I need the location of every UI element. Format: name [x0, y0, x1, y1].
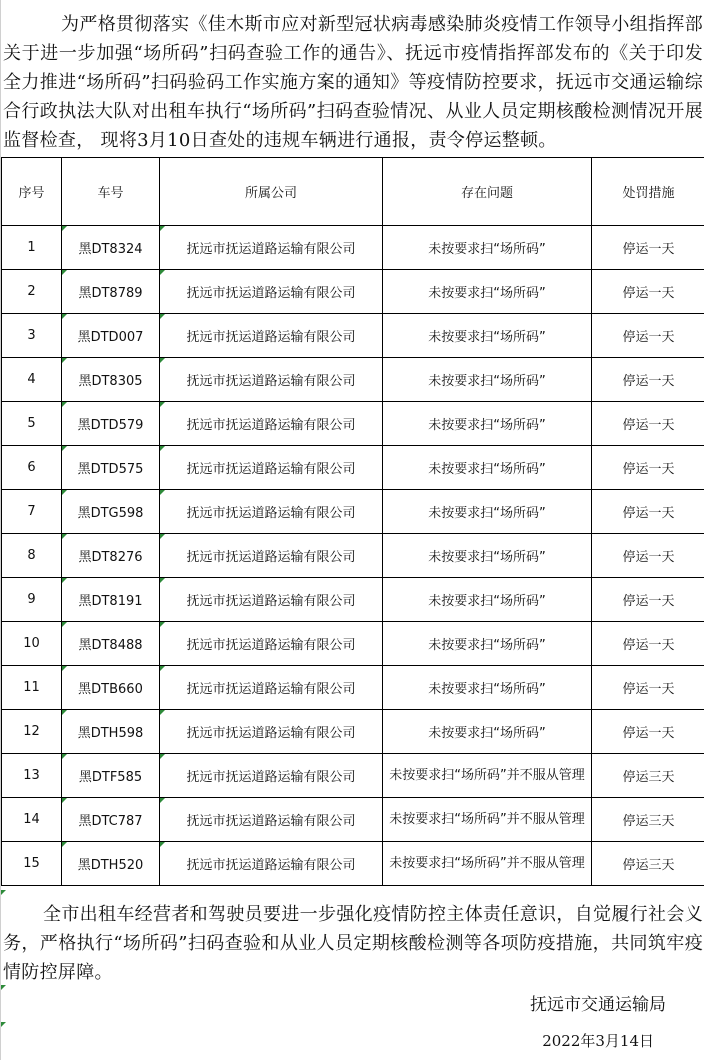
cell-marker [160, 534, 165, 539]
cell-marker [160, 402, 165, 407]
cell-penalty: 停运一天 [592, 358, 704, 402]
cell-no: 14 [2, 798, 62, 842]
cell-no: 2 [2, 270, 62, 314]
header-issue: 存在问题 [383, 158, 592, 226]
cell-plate: 黑DT8324 [62, 226, 160, 270]
table-row [2, 798, 704, 842]
cell-no: 7 [2, 490, 62, 534]
cell-company: 抚远市抚运道路运输有限公司 [160, 270, 383, 314]
header-no: 序号 [2, 158, 62, 226]
cell-plate: 黑DTH598 [62, 710, 160, 754]
table-header-row [2, 158, 704, 226]
cell-company: 抚远市抚运道路运输有限公司 [160, 666, 383, 710]
cell-company: 抚远市抚运道路运输有限公司 [160, 534, 383, 578]
cell-penalty: 停运一天 [592, 490, 704, 534]
table-row [2, 358, 704, 402]
table-row [2, 490, 704, 534]
table-row [2, 314, 704, 358]
cell-penalty: 停运一天 [592, 314, 704, 358]
cell-marker [62, 578, 67, 583]
table-row [2, 270, 704, 314]
cell-issue: 未按要求扫“场所码” [383, 534, 592, 578]
cell-no: 11 [2, 666, 62, 710]
cell-penalty: 停运三天 [592, 754, 704, 798]
table-row [2, 402, 704, 446]
cell-no: 15 [2, 842, 62, 886]
cell-marker [62, 666, 67, 671]
cell-marker [160, 710, 165, 715]
violations-table [1, 157, 704, 886]
cell-issue: 未按要求扫“场所码” [383, 666, 592, 710]
cell-plate: 黑DT8789 [62, 270, 160, 314]
cell-plate: 黑DTD575 [62, 446, 160, 490]
cell-marker [62, 842, 67, 847]
cell-marker [160, 314, 165, 319]
cell-marker [160, 226, 165, 231]
cell-no: 3 [2, 314, 62, 358]
cell-marker [62, 490, 67, 495]
table-row [2, 578, 704, 622]
table-row [2, 446, 704, 490]
cell-marker [160, 490, 165, 495]
cell-issue: 未按要求扫“场所码” [383, 226, 592, 270]
cell-issue: 未按要求扫“场所码”并不服从管理 [383, 754, 592, 798]
cell-issue: 未按要求扫“场所码” [383, 402, 592, 446]
table-body [2, 226, 704, 886]
cell-issue: 未按要求扫“场所码” [383, 358, 592, 402]
cell-marker [62, 446, 67, 451]
cell-issue: 未按要求扫“场所码” [383, 578, 592, 622]
cell-company: 抚远市抚运道路运输有限公司 [160, 622, 383, 666]
cell-plate: 黑DT8191 [62, 578, 160, 622]
signature: 抚远市交通运输局 [530, 995, 666, 1015]
cell-penalty: 停运一天 [592, 622, 704, 666]
cell-marker [62, 358, 67, 363]
cell-marker [160, 798, 165, 803]
cell-plate: 黑DTF585 [62, 754, 160, 798]
table-row [2, 226, 704, 270]
cell-plate: 黑DT8276 [62, 534, 160, 578]
cell-marker [62, 754, 67, 759]
cell-penalty: 停运一天 [592, 534, 704, 578]
cell-plate: 黑DTG598 [62, 490, 160, 534]
cell-issue: 未按要求扫“场所码” [383, 446, 592, 490]
cell-penalty: 停运一天 [592, 666, 704, 710]
header-penalty: 处罚措施 [592, 158, 704, 226]
cell-marker [160, 666, 165, 671]
cell-issue: 未按要求扫“场所码” [383, 270, 592, 314]
cell-penalty: 停运一天 [592, 270, 704, 314]
cell-marker [1, 890, 6, 895]
cell-marker [160, 446, 165, 451]
cell-penalty: 停运一天 [592, 578, 704, 622]
cell-no: 4 [2, 358, 62, 402]
cell-no: 9 [2, 578, 62, 622]
cell-marker [62, 270, 67, 275]
cell-plate: 黑DTD007 [62, 314, 160, 358]
intro-paragraph: 为严格贯彻落实《佳木斯市应对新型冠状病毒感染肺炎疫情工作领导小组指挥部关于进一步加强“场所码”扫码查验工作的通告》、抚远市疫情指挥部发布的《关于印发全力推进“场所码”扫码验码工作实施方案的通知》等疫情防控要求，抚远市交通运输综合行政执法大队对出租车执行“场所码”扫码查验情况、从业人员定期核酸检测情况开展监督检查， 现将3月10日查处的违规车辆进行通报，责令停运整顿。 [3, 14, 703, 151]
cell-company: 抚远市抚运道路运输有限公司 [160, 446, 383, 490]
cell-penalty: 停运三天 [592, 842, 704, 886]
cell-marker [160, 270, 165, 275]
cell-penalty: 停运一天 [592, 226, 704, 270]
cell-issue: 未按要求扫“场所码” [383, 314, 592, 358]
cell-marker [160, 754, 165, 759]
table-row [2, 842, 704, 886]
cell-plate: 黑DTD579 [62, 402, 160, 446]
cell-issue: 未按要求扫“场所码” [383, 710, 592, 754]
cell-plate: 黑DT8305 [62, 358, 160, 402]
cell-plate: 黑DTH520 [62, 842, 160, 886]
cell-no: 6 [2, 446, 62, 490]
table-row [2, 666, 704, 710]
cell-company: 抚远市抚运道路运输有限公司 [160, 578, 383, 622]
cell-company: 抚远市抚运道路运输有限公司 [160, 314, 383, 358]
cell-plate: 黑DT8488 [62, 622, 160, 666]
cell-marker [160, 358, 165, 363]
header-company: 所属公司 [160, 158, 383, 226]
cell-issue: 未按要求扫“场所码”并不服从管理 [383, 842, 592, 886]
header-plate: 车号 [62, 158, 160, 226]
table-row [2, 710, 704, 754]
cell-marker [62, 402, 67, 407]
cell-marker [160, 622, 165, 627]
date: 2022年3月14日 [542, 1032, 654, 1050]
cell-plate: 黑DTB660 [62, 666, 160, 710]
cell-company: 抚远市抚运道路运输有限公司 [160, 402, 383, 446]
cell-marker [62, 314, 67, 319]
table-row [2, 622, 704, 666]
cell-marker [62, 622, 67, 627]
cell-marker [62, 226, 67, 231]
table-row [2, 534, 704, 578]
cell-company: 抚远市抚运道路运输有限公司 [160, 754, 383, 798]
cell-marker [62, 534, 67, 539]
cell-marker [62, 798, 67, 803]
cell-no: 5 [2, 402, 62, 446]
cell-company: 抚远市抚运道路运输有限公司 [160, 226, 383, 270]
cell-marker [62, 710, 67, 715]
cell-issue: 未按要求扫“场所码”并不服从管理 [383, 798, 592, 842]
cell-penalty: 停运一天 [592, 402, 704, 446]
cell-company: 抚远市抚运道路运输有限公司 [160, 358, 383, 402]
cell-company: 抚远市抚运道路运输有限公司 [160, 710, 383, 754]
cell-no: 10 [2, 622, 62, 666]
cell-penalty: 停运三天 [592, 798, 704, 842]
cell-no: 8 [2, 534, 62, 578]
cell-penalty: 停运一天 [592, 446, 704, 490]
closing-paragraph: 全市出租车经营者和驾驶员要进一步强化疫情防控主体责任意识，自觉履行社会义务，严格执行“场所码”扫码查验和从业人员定期核酸检测等各项防疫措施，共同筑牢疫情防控屏障。 [3, 904, 703, 983]
cell-marker [1, 1022, 6, 1027]
cell-company: 抚远市抚运道路运输有限公司 [160, 490, 383, 534]
cell-no: 1 [2, 226, 62, 270]
cell-marker [160, 578, 165, 583]
cell-company: 抚远市抚运道路运输有限公司 [160, 798, 383, 842]
cell-penalty: 停运一天 [592, 710, 704, 754]
cell-marker [160, 842, 165, 847]
cell-marker [1, 985, 6, 990]
cell-issue: 未按要求扫“场所码” [383, 622, 592, 666]
cell-plate: 黑DTC787 [62, 798, 160, 842]
cell-company: 抚远市抚运道路运输有限公司 [160, 842, 383, 886]
cell-issue: 未按要求扫“场所码” [383, 490, 592, 534]
table-row [2, 754, 704, 798]
cell-no: 13 [2, 754, 62, 798]
cell-no: 12 [2, 710, 62, 754]
